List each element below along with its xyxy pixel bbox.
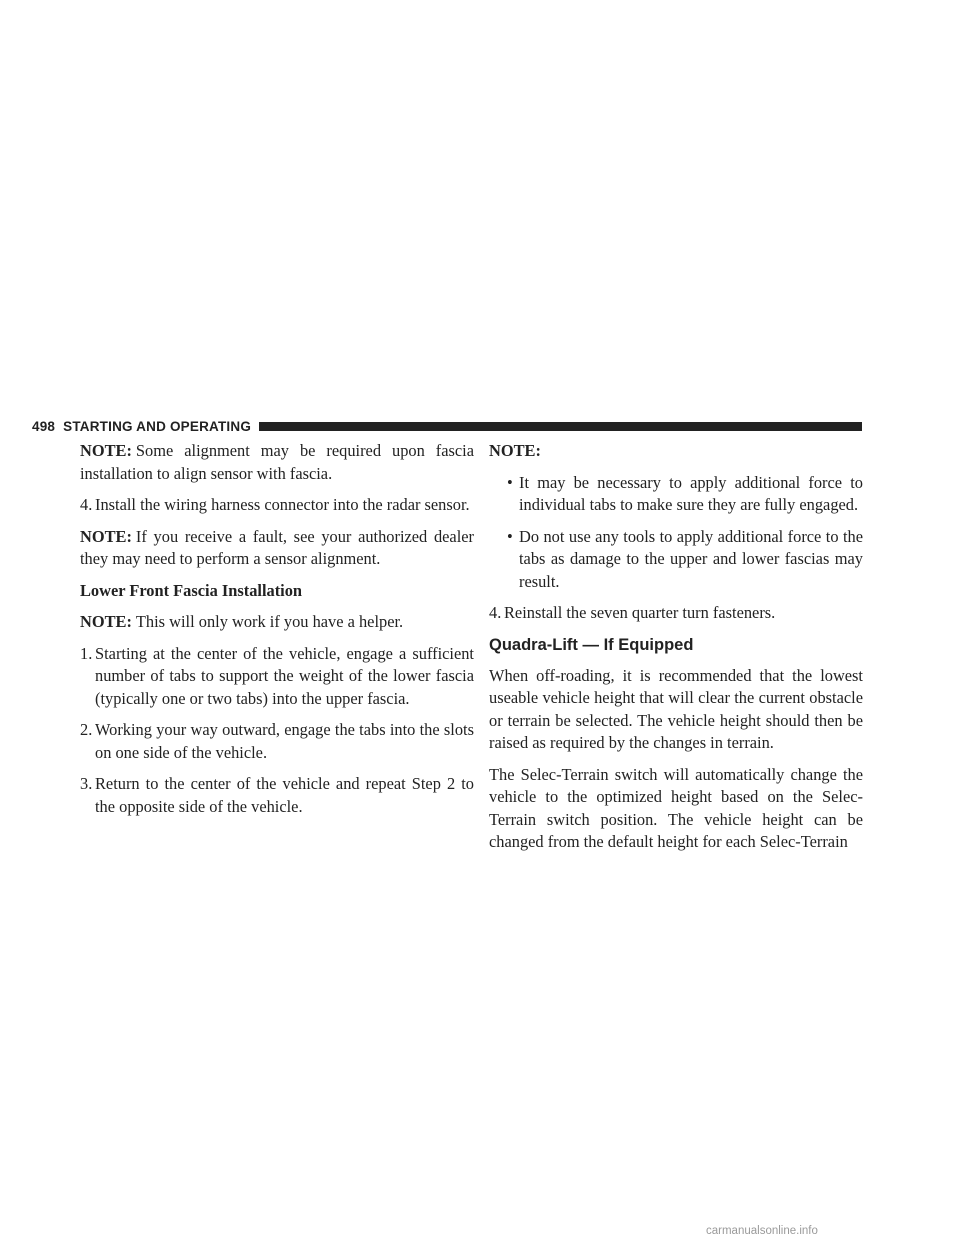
note-text: Some alignment may be required upon fascia installation to align sensor with fascia. — [80, 441, 474, 483]
note-helper — [80, 611, 474, 634]
section-heading-quadra-lift: Quadra-Lift — If Equipped — [489, 635, 694, 654]
watermark-text: carmanualsonline.info — [706, 1225, 818, 1237]
step-3 — [80, 773, 474, 818]
step-number: 3. — [80, 774, 93, 793]
subheading-lower-front-fascia: Lower Front Fascia Installation — [80, 580, 303, 600]
section-title: STARTING AND OPERATING — [63, 418, 252, 434]
right-column — [489, 440, 863, 863]
step-text: Return to the center of the vehicle and repeat Step 2 to the opposite side of the vehicle. — [95, 774, 474, 816]
note-label: NOTE: — [80, 526, 132, 546]
step-number: 4. — [80, 495, 93, 514]
step-number: 2. — [80, 720, 93, 739]
bullet-text: It may be necessary to apply additional force to individual tabs to make sure they are fully engaged. — [519, 472, 863, 514]
note-fault — [80, 526, 474, 571]
note-alignment — [80, 440, 474, 485]
note-label: NOTE: — [80, 612, 132, 631]
step-4-install-connector — [80, 494, 474, 517]
header-rule — [259, 422, 862, 431]
bullet-item — [489, 526, 863, 594]
page-header — [32, 417, 862, 435]
bullet-item — [489, 472, 863, 517]
paragraph-selec-terrain: The Selec-Terrain switch will automatically change the vehicle to the optimized height based on the Selec-Terrain switch position. The vehicle height can be changed from the default height for each Selec-Terrain — [489, 764, 863, 851]
step-text: Working your way outward, engage the tabs into the slots on one side of the vehicle. — [95, 720, 474, 762]
step-text: Install the wiring harness connector into the radar sensor. — [95, 495, 470, 514]
step-4-reinstall-fasteners — [489, 602, 863, 625]
step-number: 1. — [80, 643, 93, 663]
paragraph-off-roading: When off-roading, it is recommended that the lowest useable vehicle height that will clear the current obstacle or terrain be selected. The vehicle height should then be raised as required by the changes in terrain. — [489, 665, 863, 752]
bullet-icon: • — [507, 472, 513, 492]
step-text: Reinstall the seven quarter turn fasteners. — [504, 603, 776, 622]
step-1 — [80, 643, 474, 711]
note-text: This will only work if you have a helper. — [135, 612, 404, 631]
bullet-text: Do not use any tools to apply additional force to the tabs as damage to the upper and lower fascias may result. — [519, 526, 863, 591]
note-text: If you receive a fault, see your authorized dealer they may need to perform a sensor alignment. — [80, 526, 474, 568]
note-label: NOTE: — [489, 441, 541, 460]
step-2 — [80, 719, 474, 764]
page-number: 498 — [32, 418, 56, 434]
step-text: Starting at the center of the vehicle, engage a sufficient number of tabs to support the weight of the lower fascia (typically one or two tabs) into the upper fascia. — [95, 643, 474, 708]
bullet-icon: • — [507, 526, 513, 546]
step-number: 4. — [489, 603, 502, 622]
note-label: NOTE: — [80, 441, 132, 460]
left-column — [80, 440, 474, 827]
